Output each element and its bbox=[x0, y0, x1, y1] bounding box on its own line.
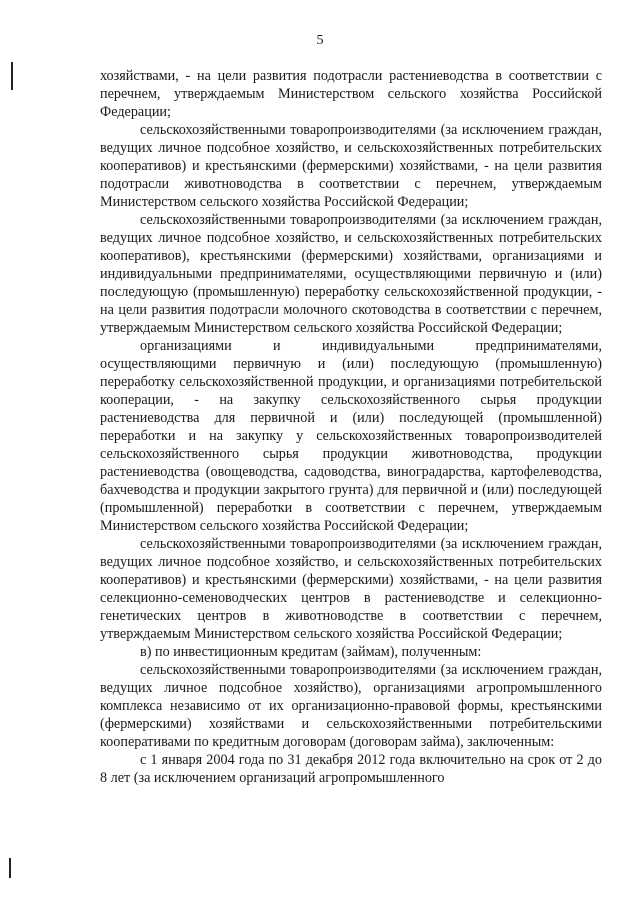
paragraph: сельскохозяйственными товаропроизводителями (за исключением граждан, ведущих личное подсобное хозяйство), организациями агропромышленного комплекса независимо от их организационно-правовой формы, крестьянскими (фермерскими) хозяйствами и сельскохозяйственными потребительскими кооперативами по кредитным договорам (договорам займа), заключенным: bbox=[100, 662, 602, 750]
paragraph: с 1 января 2004 года по 31 декабря 2012 года включительно на срок от 2 до 8 лет (за исключением организаций агропромышленного bbox=[100, 752, 602, 786]
paragraph: хозяйствами, - на цели развития подотрасли растениеводства в соответствии с перечнем, утверждаемым Министерством сельского хозяйства Российской Федерации; bbox=[100, 68, 602, 120]
paragraph: организациями и индивидуальными предпринимателями, осуществляющими первичную и (или) последующую (промышленную) переработку сельскохозяйственной продукции, и организациями потребительской кооперации, - на закупку сельскохозяйственного сырья продукции растениеводства для первичной и (или) последующей (промышленной) переработки и на закупку у сельскохозяйственных товаропроизводителей сельскохозяйственного сырья продукции животноводства, продукции растениеводства (овощеводства, садоводства, виноградарства, картофелеводства, бахчеводства и продукции закрытого грунта) для первичной и (или) последующей (промышленной) переработки в соответствии с перечнем, утверждаемым Министерством сельского хозяйства Российской Федерации; bbox=[100, 338, 602, 534]
paragraph: сельскохозяйственными товаропроизводителями (за исключением граждан, ведущих личное подсобное хозяйство, и сельскохозяйственных потребительских кооперативов), крестьянскими (фермерскими) хозяйствами, организациями и индивидуальными предпринимателями, осуществляющими первичную и (или) последующую (промышленную) переработку сельскохозяйственной продукции, - на цели развития подотрасли молочного скотоводства в соответствии с перечнем, утверждаемым Министерством сельского хозяйства Российской Федерации; bbox=[100, 212, 602, 336]
paragraph: сельскохозяйственными товаропроизводителями (за исключением граждан, ведущих личное подсобное хозяйство, и сельскохозяйственных потребительских кооперативов) и крестьянскими (фермерскими) хозяйствами, - на цели развития селекционно-семеноводческих центров в растениеводстве и селекционно-генетических центров в животноводстве в соответствии с перечнем, утверждаемым Министерством сельского хозяйства Российской Федерации; bbox=[100, 536, 602, 642]
scan-edge-mark bbox=[11, 62, 13, 90]
paragraph: сельскохозяйственными товаропроизводителями (за исключением граждан, ведущих личное подсобное хозяйство, и сельскохозяйственных потребительских кооперативов) и крестьянскими (фермерскими) хозяйствами, - на цели развития подотрасли животноводства в соответствии с перечнем, утверждаемым Министерством сельского хозяйства Российской Федерации; bbox=[100, 122, 602, 210]
scan-edge-mark bbox=[9, 858, 11, 878]
paragraph: в) по инвестиционным кредитам (займам), полученным: bbox=[140, 644, 482, 660]
page-number: 5 bbox=[316, 33, 324, 48]
document-body bbox=[100, 67, 602, 787]
